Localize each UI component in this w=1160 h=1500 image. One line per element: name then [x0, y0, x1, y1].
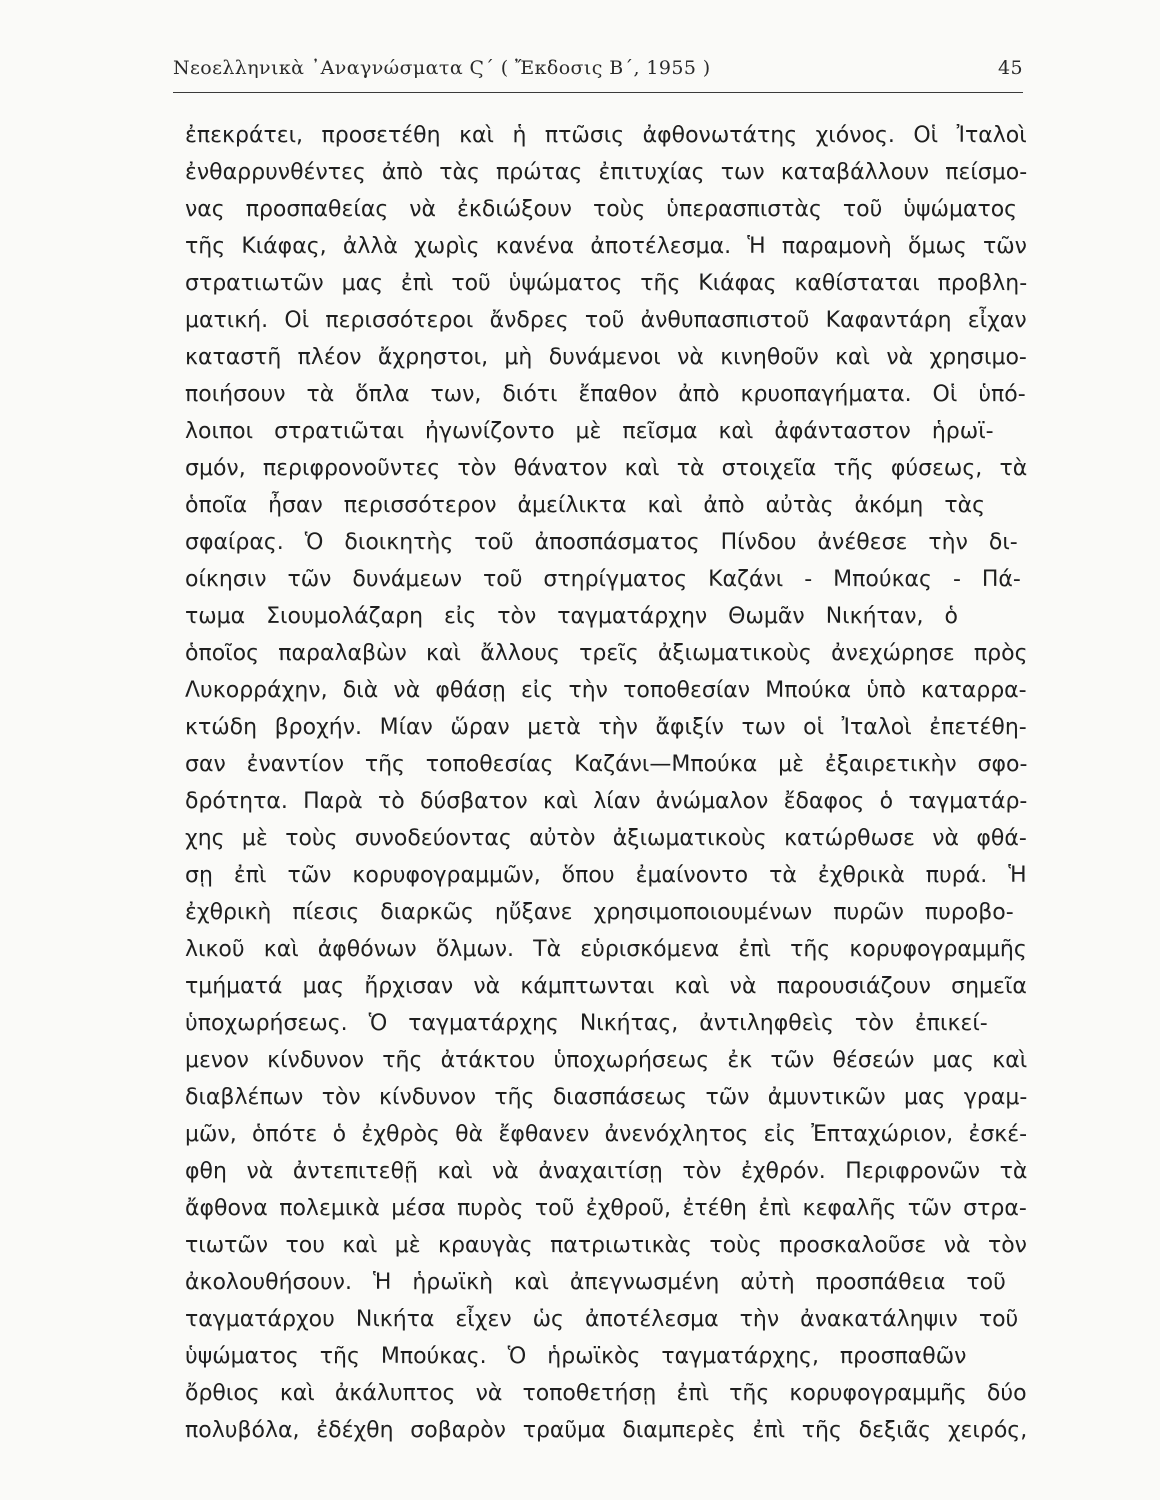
text-line: πολυβόλα, ἐδέχθη σοβαρὸν τραῦμα διαμπερὲς ἐπὶ τῆς δεξιᾶς χειρός, — [185, 1418, 1028, 1443]
text-line: ἐνθαρρυνθέντες ἀπὸ τὰς πρώτας ἐπιτυχίας των καταβάλλουν πείσμο- — [185, 160, 1028, 185]
text-line: οίκησιν τῶν δυνάμεων τοῦ στηρίγματος Καζάνι - Μπούκας - Πά- — [185, 567, 1021, 592]
body-text — [185, 117, 1027, 1449]
text-line: τῆς Κιάφας, ἀλλὰ χωρὶς κανένα ἀποτέλεσμα. Ἡ παραμονὴ ὅμως τῶν — [185, 234, 1027, 259]
text-line: ταγματάρχου Νικήτα εἶχεν ὡς ἀποτέλεσμα τὴν ἀνακατάληψιν τοῦ — [185, 1307, 1019, 1332]
text-line: χης μὲ τοὺς συνοδεύοντας αὐτὸν ἀξιωματικοὺς κατώρθωσε νὰ φθά- — [185, 826, 1027, 851]
text-line: στρατιωτῶν μας ἐπὶ τοῦ ὑψώματος τῆς Κιάφας καθίσταται προβλη- — [185, 271, 1028, 296]
text-line: νας προσπαθείας νὰ ἐκδιώξουν τοὺς ὑπερασπιστὰς τοῦ ὑψώματος — [185, 197, 1018, 222]
text-line: Λυκορράχην, διὰ νὰ φθάσῃ εἰς τὴν τοποθεσίαν Μπούκα ὑπὸ καταρρα- — [185, 678, 1027, 703]
text-line: λικοῦ καὶ ἀφθόνων ὅλμων. Τὰ εὑρισκόμενα ἐπὶ τῆς κορυφογραμμῆς — [185, 937, 1027, 962]
text-line: φθη νὰ ἀντεπιτεθῇ καὶ νὰ ἀναχαιτίσῃ τὸν ἐχθρόν. Περιφρονῶν τὰ — [185, 1159, 1028, 1184]
text-line: ὁποῖος παραλαβὼν καὶ ἄλλους τρεῖς ἀξιωματικοὺς ἀνεχώρησε πρὸς — [185, 641, 1028, 666]
text-line: ὑποχωρήσεως. Ὁ ταγματάρχης Νικήτας, ἀντιληφθεὶς τὸν ἐπικεί- — [185, 1011, 988, 1036]
text-line: σμόν, περιφρονοῦντες τὸν θάνατον καὶ τὰ στοιχεῖα τῆς φύσεως, τὰ — [185, 456, 1028, 481]
text-line: ὄρθιος καὶ ἀκάλυπτος νὰ τοποθετήσῃ ἐπὶ τῆς κορυφογραμμῆς δύο — [185, 1381, 1027, 1406]
text-line: μενον κίνδυνον τῆς ἀτάκτου ὑποχωρήσεως ἐκ τῶν θέσεών μας καὶ — [185, 1048, 1028, 1073]
text-line: τιωτῶν του καὶ μὲ κραυγὰς πατριωτικὰς τοὺς προσκαλοῦσε νὰ τὸν — [185, 1233, 1027, 1258]
text-line: μῶν, ὁπότε ὁ ἐχθρὸς θὰ ἔφθανεν ἀνενόχλητος εἰς Ἐπταχώριον, ἐσκέ- — [185, 1122, 1028, 1147]
text-line: τωμα Σιουμολάζαρη εἰς τὸν ταγματάρχην Θωμᾶν Νικήταν, ὁ — [185, 604, 958, 629]
text-line: ὑψώματος τῆς Μπούκας. Ὁ ἡρωϊκὸς ταγματάρχης, προσπαθῶν — [185, 1344, 967, 1369]
text-line: ἄφθονα πολεμικὰ μέσα πυρὸς τοῦ ἐχθροῦ, ἐτέθη ἐπὶ κεφαλῆς τῶν στρα- — [185, 1196, 1027, 1221]
header-title: Νεοελληνικὰ ᾿Αναγνώσματα Ϛ΄ ( Ἔκδοσις Β΄, 1955 ) — [173, 57, 711, 79]
text-line: δρότητα. Παρὰ τὸ δύσβατον καὶ λίαν ἀνώμαλον ἔδαφος ὁ ταγματάρ- — [185, 789, 1028, 814]
text-line: σῃ ἐπὶ τῶν κορυφογραμμῶν, ὅπου ἐμαίνοντο τὰ ἐχθρικὰ πυρά. Ἡ — [185, 863, 1027, 888]
text-line: καταστῆ πλέον ἄχρηστοι, μὴ δυνάμενοι νὰ κινηθοῦν καὶ νὰ χρησιμο- — [185, 345, 1027, 370]
header-rule — [173, 92, 1023, 93]
text-line: λοιποι στρατιῶται ἠγωνίζοντο μὲ πεῖσμα καὶ ἀφάνταστον ἡρωϊ- — [185, 419, 994, 444]
text-line: ἐπεκράτει, προσετέθη καὶ ἡ πτῶσις ἀφθονωτάτης χιόνος. Οἱ Ἰταλοὶ — [185, 123, 1027, 148]
text-line: διαβλέπων τὸν κίνδυνον τῆς διασπάσεως τῶν ἀμυντικῶν μας γραμ- — [185, 1085, 1028, 1110]
text-line: ματική. Οἱ περισσότεροι ἄνδρες τοῦ ἀνθυπασπιστοῦ Καφαντάρη εἶχαν — [185, 308, 1027, 333]
text-line: ὁποῖα ἦσαν περισσότερον ἀμείλικτα καὶ ἀπὸ αὐτὰς ἀκόμη τὰς — [185, 493, 986, 518]
text-line: τμήματά μας ἤρχισαν νὰ κάμπτωνται καὶ νὰ παρουσιάζουν σημεῖα — [185, 974, 1027, 999]
text-line: ἐχθρικὴ πίεσις διαρκῶς ηὔξανε χρησιμοποιουμένων πυρῶν πυροβο- — [185, 900, 1014, 925]
text-line: κτώδη βροχήν. Μίαν ὥραν μετὰ τὴν ἄφιξίν των οἱ Ἰταλοὶ ἐπετέθη- — [185, 715, 1027, 740]
running-header — [173, 57, 1023, 89]
text-line: σαν ἐναντίον τῆς τοποθεσίας Καζάνι—Μπούκα μὲ ἐξαιρετικὴν σφο- — [185, 752, 1028, 777]
page-number: 45 — [998, 57, 1023, 79]
text-line: ποιήσουν τὰ ὅπλα των, διότι ἔπαθον ἀπὸ κρυοπαγήματα. Οἱ ὑπό- — [185, 382, 1026, 407]
text-line: ἀκολουθήσουν. Ἡ ἡρωϊκὴ καὶ ἀπεγνωσμένη αὐτὴ προσπάθεια τοῦ — [185, 1270, 1006, 1295]
text-line: σφαίρας. Ὁ διοικητὴς τοῦ ἀποσπάσματος Πίνδου ἀνέθεσε τὴν δι- — [185, 530, 1018, 555]
